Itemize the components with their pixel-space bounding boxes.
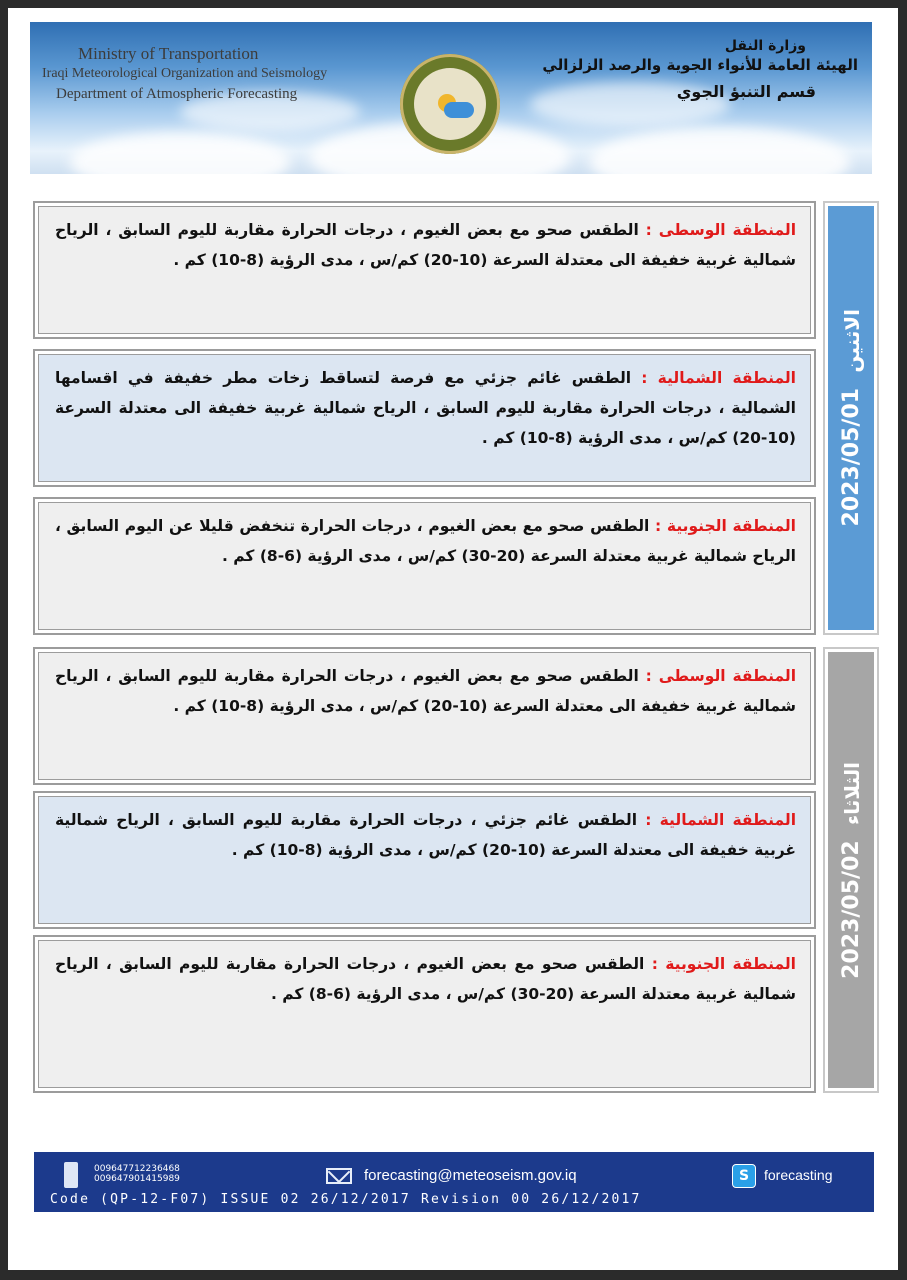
region-label: المنطقة الشمالية : bbox=[641, 369, 796, 387]
region-forecast-text: الطقس صحو مع بعض الغيوم ، درجات الحرارة مقاربة لليوم السابق ، الرياح شمالية غربية معتدلة السرعة (20-30) كم/س ، مدى الرؤية (6-8) كم . bbox=[55, 955, 796, 1003]
department-name-ar: قسم التنبؤ الجوي bbox=[676, 82, 816, 101]
region-label: المنطقة الوسطى : bbox=[645, 667, 797, 685]
region-forecast-text: الطقس غائم جزئي ، درجات الحرارة مقاربة لليوم السابق ، الرياح شمالية غربية خفيفة الى معتدلة السرعة (10-20) كم/س ، مدى الرؤية (8-10) كم . bbox=[55, 811, 796, 859]
phone-number-2: 009647901415989 bbox=[94, 1174, 180, 1184]
day2-date-sidebar bbox=[823, 647, 879, 1093]
organization-logo bbox=[400, 54, 500, 154]
forecast-box-day2-north bbox=[33, 791, 816, 929]
region-forecast-text: الطقس صحو مع بعض الغيوم ، درجات الحرارة مقاربة لليوم السابق ، الرياح شمالية غربية خفيفة الى معتدلة السرعة (10-20) كم/س ، مدى الرؤية (8-10) كم . bbox=[55, 221, 796, 269]
region-label: المنطقة الشمالية : bbox=[645, 811, 797, 829]
email-address[interactable]: forecasting@meteoseism.gov.iq bbox=[364, 1167, 577, 1184]
forecast-box-day2-central bbox=[33, 647, 816, 785]
email-icon bbox=[326, 1168, 352, 1184]
footer-bar bbox=[34, 1152, 874, 1212]
skype-handle[interactable]: forecasting bbox=[764, 1167, 833, 1183]
region-label: المنطقة الجنوبية : bbox=[655, 517, 796, 535]
header-banner bbox=[30, 22, 872, 174]
day1-date: 2023/05/01 bbox=[838, 388, 864, 527]
region-label: المنطقة الجنوبية : bbox=[651, 955, 796, 973]
organization-name-ar: الهيئة العامة للأنواء الجوية والرصد الزلزالي bbox=[542, 56, 858, 74]
forecast-box-day1-central bbox=[33, 201, 816, 339]
phone-icon bbox=[64, 1162, 78, 1188]
document-code-line: Code (QP-12-F07) ISSUE 02 26/12/2017 Revision 00 26/12/2017 bbox=[50, 1192, 642, 1207]
forecast-box-day2-south bbox=[33, 935, 816, 1093]
forecast-box-day1-north bbox=[33, 349, 816, 487]
forecast-box-day1-south bbox=[33, 497, 816, 635]
ministry-name-ar: وزارة النقل bbox=[724, 38, 806, 54]
region-forecast-text: الطقس غائم جزئي مع فرصة لتساقط زخات مطر خفيفة في اقسامها الشمالية ، درجات الحرارة مقاربة لليوم السابق ، الرياح شمالية غربية خفيفة الى معتدلة السرعة (10-20) كم/س ، مدى الرؤية (8-10) كم . bbox=[55, 369, 796, 447]
day1-date-sidebar bbox=[823, 201, 879, 635]
day1-name: الاثنين bbox=[839, 309, 864, 373]
skype-icon: S bbox=[732, 1164, 756, 1188]
region-forecast-text: الطقس صحو مع بعض الغيوم ، درجات الحرارة تنخفض قليلا عن اليوم السابق ، الرياح شمالية غربية معتدلة السرعة (20-30) كم/س ، مدى الرؤية (6-8) كم . bbox=[55, 517, 796, 565]
region-label: المنطقة الوسطى : bbox=[645, 221, 797, 239]
ministry-name-en: Ministry of Transportation bbox=[78, 44, 259, 63]
day2-name: الثلاثاء bbox=[839, 761, 864, 825]
organization-name-en: Iraqi Meteorological Organization and Seismology bbox=[42, 66, 328, 81]
department-name-en: Department of Atmospheric Forecasting bbox=[56, 86, 298, 102]
region-forecast-text: الطقس صحو مع بعض الغيوم ، درجات الحرارة مقاربة لليوم السابق ، الرياح شمالية غربية خفيفة الى معتدلة السرعة (10-20) كم/س ، مدى الرؤية (8-10) كم . bbox=[55, 667, 796, 715]
phone-numbers bbox=[94, 1164, 180, 1184]
day2-date: 2023/05/02 bbox=[838, 839, 864, 979]
phone-number-1: 009647712236468 bbox=[94, 1164, 180, 1174]
header-arabic bbox=[542, 38, 858, 101]
header-english bbox=[42, 44, 327, 103]
